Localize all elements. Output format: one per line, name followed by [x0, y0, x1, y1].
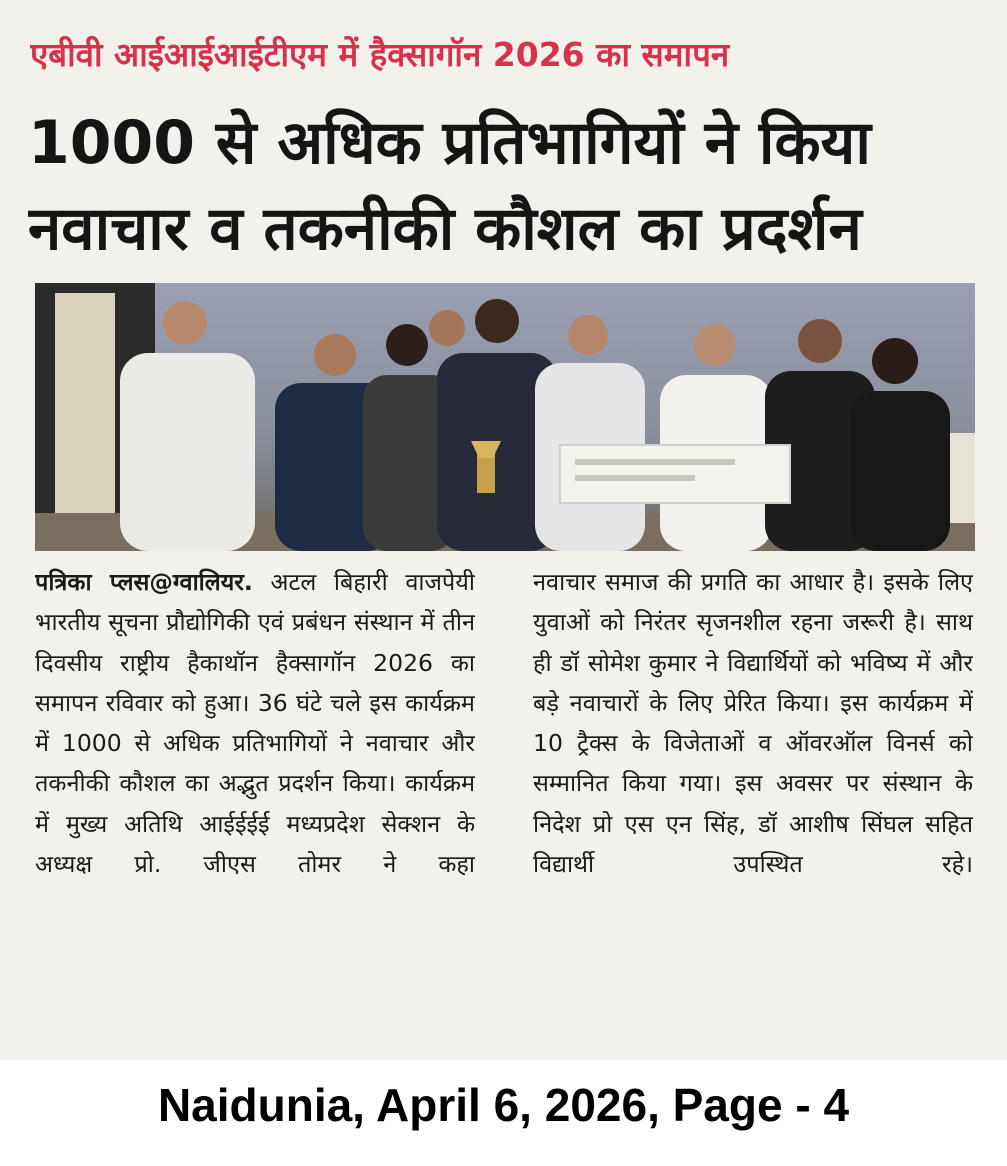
- article-headline: [28, 100, 988, 272]
- article-body-column-2: [533, 562, 973, 1042]
- article-byline: पत्रिका प्लस@ग्वालियर.: [35, 568, 253, 596]
- headline-line-1: 1000 से अधिक प्रतिभागियों ने किया: [28, 108, 871, 178]
- article-body-text-1: अटल बिहारी वाजपेयी भारतीय सूचना प्रौद्योगिकी एवं प्रबंधन संस्थान में तीन दिवसीय राष्ट्रीय हैकाथॉन हैक्सागॉन 2026 का समापन रविवार को हुआ। 36 घंटे चले इस कार्यक्रम में 1000 से अधिक प्रतिभागियों ने नवाचार और तकनीकी कौशल का अद्भुत प्रदर्शन किया। कार्यक्रम में मुख्य अतिथि आईईईई मध्यप्रदेश सेक्शन के अध्यक्ष प्रो. जीएस तोमर ने कहा: [35, 568, 475, 879]
- article-body-text-2: नवाचार समाज की प्रगति का आधार है। इसके लिए युवाओं को निरंतर सृजनशील रहना जरूरी है। साथ ही डॉ सोमेश कुमार ने विद्यार्थियों को भविष्य में और बड़े नवाचारों के लिए प्रेरित किया। इस कार्यक्रम में 10 ट्रैक्स के विजेताओं व ऑवरऑल विनर्स को सम्मानित किया गया। इस अवसर पर संस्थान के निदेश प्रो एस एन सिंह, डॉ आशीष सिंघल सहित विद्यार्थी उपस्थित रहे।: [533, 568, 973, 879]
- article-kicker: एबीवी आईआईआईटीएम में हैक्सागॉन 2026 का समापन: [30, 35, 730, 74]
- article-body-column-1: [35, 562, 475, 1042]
- headline-line-2: नवाचार व तकनीकी कौशल का प्रदर्शन: [28, 194, 862, 264]
- award-ceremony-photo: [35, 283, 975, 551]
- source-caption: Naidunia, April 6, 2026, Page - 4: [0, 1060, 1007, 1166]
